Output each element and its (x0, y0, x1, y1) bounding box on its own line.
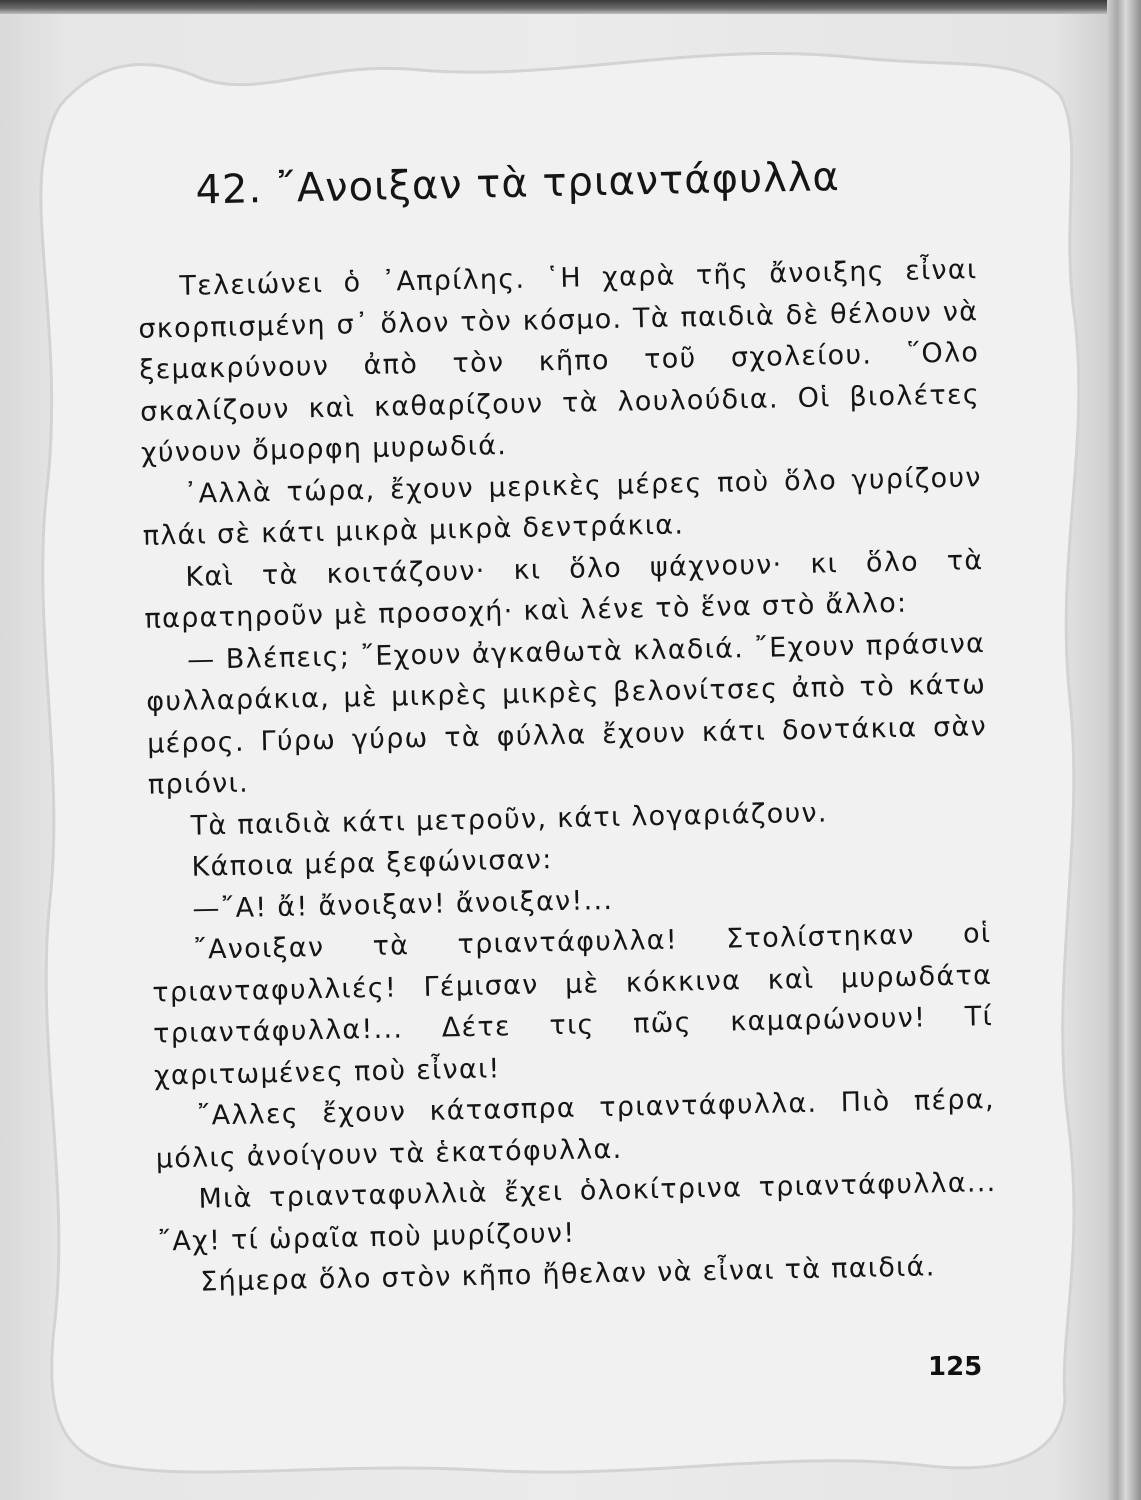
paragraph-2: ᾿Αλλὰ τώρα, ἔχουν μερικὲς μέρες ποὺ ὅλο γυρίζουν πλάι σὲ κάτι μικρὰ μικρὰ δεντράκια. (142, 461, 983, 552)
paragraph-10: Μιὰ τριανταφυλλιὰ ἔχει ὁλοκίτρινα τριαντάφυλλα... ῎Αχ! τί ὡραῖα ποὺ μυρίζουν! (157, 1166, 997, 1258)
paragraph-1: Τελειώνει ὁ ᾿Απρίλης. ῾Η χαρὰ τῆς ἄνοιξης εἶναι σκορπισμένη σ᾿ ὅλον τὸν κόσμο. Τὰ παιδιὰ δὲ θέλουν νὰ ξεμακρύνουν ἀπὸ τὸν κῆπο τοῦ σχολείου. ῞Ολο σκαλίζουν καὶ καθαρίζουν τὰ λουλούδια. Οἱ βιολέτες χύνουν ὄμορφη μυρωδιά. (138, 254, 981, 469)
paragraph-8: ῎Ανοιξαν τὰ τριαντάφυλλα! Στολίστηκαν οἱ τριανταφυλλιές! Γέμισαν μὲ κόκκινα καὶ μυρωδάτα τριαντάφυλλα!... Δέτε τις πῶς καμαρώνουν! Τί χαριτωμένες ποὺ εἶναι! (152, 918, 994, 1092)
page-number: 125 (928, 1352, 983, 1382)
paragraph-9: ῎Αλλες ἔχουν κάτασπρα τριαντάφυλλα. Πιὸ πέρα, μόλις ἀνοίγουν τὰ ἑκατόφυλλα. (155, 1083, 996, 1175)
paragraph-5: Τὰ παιδιὰ κάτι μετροῦν, κάτι λογαριάζουν. (190, 796, 829, 842)
paragraph-6: Κάποια μέρα ξεφώνισαν: (191, 844, 553, 883)
lesson-content (135, 151, 999, 1304)
paragraph-3: Καὶ τὰ κοιτάζουν· κι ὅλο ψάχνουν· κι ὅλο τὰ παρατηροῦν μὲ προσοχή· καὶ λένε τὸ ἕνα στὸ ἄλλο: (144, 544, 984, 635)
paragraph-4: — Βλέπεις; ῎Εχουν ἀγκαθωτὰ κλαδιά. ῎Εχουν πράσινα φυλλαράκια, μὲ μικρὲς μικρὲς βελονίτσες ἀπὸ τὸ κάτω μέρος. Γύρω γύρω τὰ φύλλα ἔχουν κάτι δοντάκια σὰν πριόνι. (145, 627, 988, 801)
paragraph-7: —῎Α! ἄ! ἄνοιξαν! ἄνοιξαν!... (192, 884, 614, 925)
lesson-title: 42. ῎Ανοιξαν τὰ τριαντάφυλλα (195, 154, 841, 214)
book-spine (1107, 0, 1141, 1500)
paragraph-11: Σήμερα ὅλο στὸν κῆπο ἤθελαν νὰ εἶναι τὰ παιδιά. (199, 1251, 936, 1298)
